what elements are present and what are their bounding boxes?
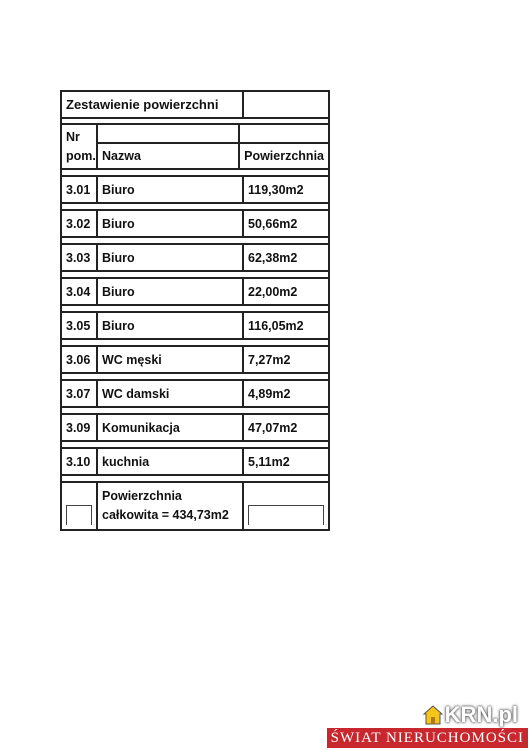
total-line1: Powierzchnia — [102, 489, 182, 503]
room-name: Biuro — [98, 177, 244, 202]
room-number: 3.09 — [62, 415, 98, 440]
watermark — [308, 702, 528, 748]
table-row — [62, 415, 328, 442]
header-divider — [98, 142, 328, 144]
room-area: 119,30m2 — [248, 182, 304, 197]
spacer-line — [62, 306, 328, 313]
room-number: 3.03 — [62, 245, 98, 270]
room-number: 3.01 — [62, 177, 98, 202]
room-number: 3.06 — [62, 347, 98, 372]
brand-tagline: ŚWIAT NIERUCHOMOŚCI — [327, 728, 528, 748]
room-name: WC damski — [98, 381, 244, 406]
table-body — [62, 170, 328, 483]
room-area: 5,11m2 — [248, 454, 290, 469]
room-name: Komunikacja — [98, 415, 244, 440]
room-area: 4,89m2 — [248, 386, 291, 401]
spacer-line — [62, 374, 328, 381]
spacer-line — [62, 408, 328, 415]
brand-name: KRN.pl — [444, 702, 518, 727]
room-area: 62,38m2 — [248, 250, 298, 265]
brand-logo — [422, 702, 518, 728]
room-name: Biuro — [98, 279, 244, 304]
room-area: 47,07m2 — [248, 420, 298, 435]
total-area-cell — [244, 483, 328, 529]
header-name: Nazwa — [98, 125, 240, 168]
table-row — [62, 211, 328, 238]
table-row — [62, 347, 328, 374]
house-icon — [422, 704, 444, 726]
table-title-row — [62, 92, 328, 119]
table-row — [62, 177, 328, 204]
room-name: Biuro — [98, 313, 244, 338]
room-area: 7,27m2 — [248, 352, 291, 367]
total-nr-cell — [62, 483, 98, 529]
spacer-line — [62, 272, 328, 279]
area-summary-table — [60, 90, 330, 531]
room-number: 3.10 — [62, 449, 98, 474]
room-area: 50,66m2 — [248, 216, 298, 231]
table-title: Zestawienie powierzchni — [62, 92, 244, 117]
table-row — [62, 279, 328, 306]
room-area: 22,00m2 — [248, 284, 298, 299]
room-name: Biuro — [98, 245, 244, 270]
room-area: 116,05m2 — [248, 318, 304, 333]
room-name: kuchnia — [98, 449, 244, 474]
spacer-line — [62, 442, 328, 449]
room-number: 3.05 — [62, 313, 98, 338]
room-name: WC męski — [98, 347, 244, 372]
header-nr-line1: Nr — [66, 129, 80, 144]
total-line2: całkowita = 434,73m2 — [102, 508, 229, 522]
table-row — [62, 381, 328, 408]
spacer-line — [62, 170, 328, 177]
title-empty-cell — [244, 92, 328, 117]
table-row — [62, 245, 328, 272]
room-number: 3.04 — [62, 279, 98, 304]
spacer-line — [62, 204, 328, 211]
total-row — [62, 483, 328, 529]
room-number: 3.02 — [62, 211, 98, 236]
total-label — [98, 483, 244, 529]
spacer-line — [62, 476, 328, 483]
room-name: Biuro — [98, 211, 244, 236]
table-row — [62, 449, 328, 476]
room-number: 3.07 — [62, 381, 98, 406]
header-nr — [62, 125, 98, 168]
header-row — [62, 125, 328, 170]
spacer-line — [62, 340, 328, 347]
spacer-line — [62, 238, 328, 245]
table-row — [62, 313, 328, 340]
header-nr-line2: pom. — [66, 148, 96, 163]
header-area: Powierzchnia — [244, 149, 324, 163]
